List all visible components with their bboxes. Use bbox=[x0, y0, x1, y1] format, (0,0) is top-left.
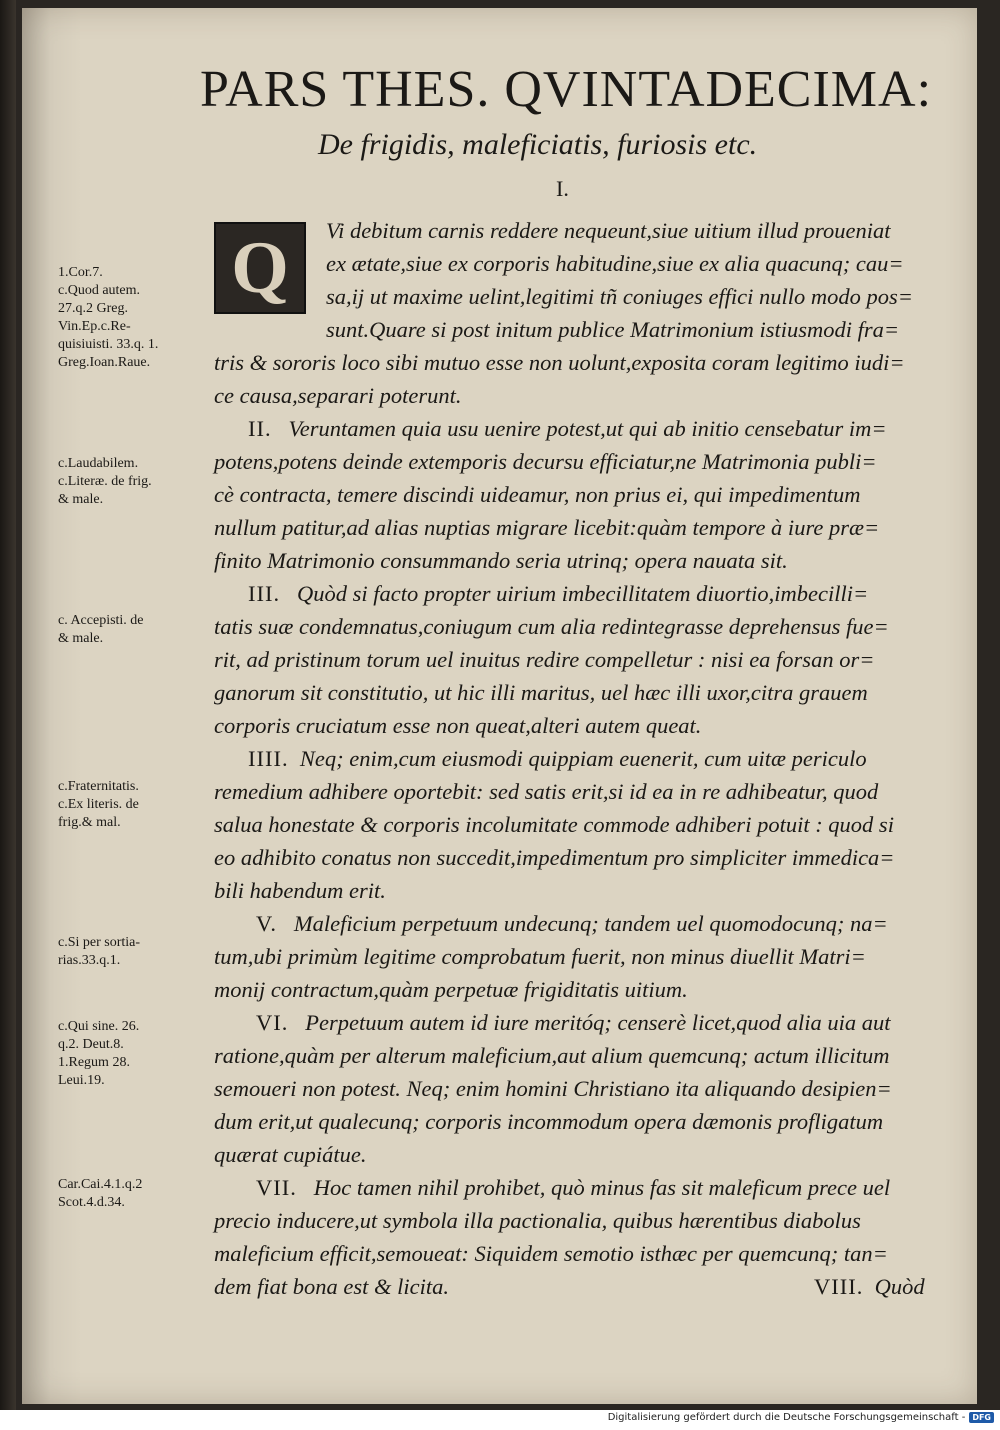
footer-text: Digitalisierung gefördert durch die Deutsche Forschungsgemeinschaft - bbox=[607, 1412, 966, 1423]
book-spine bbox=[0, 0, 16, 1410]
text-line: eo adhibito conatus non succedit,impedimentum pro simpliciter immedica= bbox=[214, 845, 895, 870]
section-number: VI. bbox=[256, 1010, 289, 1035]
line-text: Perpetuum autem id iure meritóq; censerè licet,quod alia uia aut bbox=[305, 1010, 891, 1035]
line-text: Neq; enim,cum eiusmodi quippiam euenerit, cum uitæ periculo bbox=[299, 746, 867, 771]
footer bbox=[608, 1412, 994, 1423]
text-line: nullum patitur,ad alias nuptias migrare licebit:quàm tempore à iure præ= bbox=[214, 515, 880, 540]
text-line: dum erit,ut qualecunq; corporis incommodum opera dæmonis profligatum bbox=[214, 1109, 884, 1134]
text-line: maleficium efficit,semoueat: Siquidem semotio isthæc per quemcunq; tan= bbox=[214, 1241, 888, 1266]
text-line bbox=[256, 913, 888, 936]
text-line: ce causa,separari poterunt. bbox=[214, 383, 462, 408]
text-line: rit, ad pristinum torum uel inuitus redire compelletur : nisi ea forsan or= bbox=[214, 647, 875, 672]
section-number: VII. bbox=[256, 1175, 297, 1200]
marginal-note: c.Fraternitatis. bbox=[58, 779, 139, 794]
marginal-note: c. Accepisti. de bbox=[58, 613, 144, 628]
marginal-note: rias.33.q.1. bbox=[58, 953, 121, 968]
text-line: sa,ij ut maxime uelint,legitimi tñ coniuges effici nullo modo pos= bbox=[326, 284, 913, 309]
dfg-logo-icon: DFG bbox=[969, 1412, 994, 1423]
text-line: sunt.Quare si post initum publice Matrimonium istiusmodi fra= bbox=[326, 317, 900, 342]
text-line: Vi debitum carnis reddere nequeunt,siue uitium illud proueniat bbox=[326, 218, 891, 243]
marginal-note: c.Si per sortia- bbox=[58, 935, 141, 950]
marginal-note: c.Ex literis. de bbox=[58, 797, 139, 812]
marginal-note: c.Qui sine. 26. bbox=[58, 1019, 140, 1034]
text-line bbox=[248, 583, 868, 606]
page-title: PARS THES. QVINTADECIMA: bbox=[200, 61, 933, 118]
text-line: finito Matrimonio consummando seria utrinq; opera nauata sit. bbox=[214, 548, 788, 573]
marginal-note: c.Literæ. de frig. bbox=[58, 474, 152, 489]
marginal-note: Greg.Ioan.Raue. bbox=[58, 355, 151, 370]
marginal-note: q.2. Deut.8. bbox=[58, 1037, 124, 1052]
text-line: quærat cupiátue. bbox=[214, 1142, 367, 1167]
marginal-note: c.Laudabilem. bbox=[58, 456, 139, 471]
text-line: salua honestate & corporis incolumitate commode adhiberi potuit : quod si bbox=[214, 812, 894, 837]
section-number-1: I. bbox=[556, 176, 569, 201]
text-line: dem fiat bona est & licita. bbox=[214, 1274, 449, 1299]
marginal-note: 1.Regum 28. bbox=[58, 1055, 130, 1070]
text-line bbox=[256, 1177, 890, 1200]
text-line bbox=[248, 418, 887, 441]
catchword-text: Quòd bbox=[874, 1274, 925, 1299]
text-line: ex ætate,siue ex corporis habitudine,siue ex alia quacunq; cau= bbox=[326, 251, 904, 276]
text-line: ratione,quàm per alterum maleficium,aut alium quemcunq; actum illicitum bbox=[214, 1043, 890, 1068]
marginal-note: c.Quod autem. bbox=[58, 283, 141, 298]
marginal-note: Scot.4.d.34. bbox=[58, 1195, 125, 1210]
text-line bbox=[248, 748, 867, 771]
text-line: tatis suæ condemnatus,coniugum cum alia redintegrasse deprehensus fue= bbox=[214, 614, 889, 639]
section-number: II. bbox=[248, 416, 272, 441]
line-text: Veruntamen quia usu uenire potest,ut qui ab initio censebatur im= bbox=[288, 416, 887, 441]
marginal-note: & male. bbox=[58, 631, 104, 646]
text-line: remedium adhibere oportebit: sed satis erit,si id ea in re adhibeatur, quod bbox=[214, 779, 879, 804]
initial-letter: Q bbox=[231, 227, 289, 309]
line-text: Quòd si facto propter uirium imbecillitatem diuortio,imbecilli= bbox=[296, 581, 869, 606]
text-line: tris & sororis loco sibi mutuo esse non uolunt,exposita coram legitimo iudi= bbox=[214, 350, 905, 375]
text-line: potens,potens deinde extemporis decursu efficiatur,ne Matrimonia publi= bbox=[214, 449, 877, 474]
text-line: semoueri non potest. Neq; enim homini Christiano ita aliquando desipien= bbox=[214, 1076, 892, 1101]
marginal-note: Leui.19. bbox=[58, 1073, 105, 1088]
text-line: tum,ubi primùm legitime comprobatum fuerit, non minus diuellit Matri= bbox=[214, 944, 866, 969]
marginal-note: Vin.Ep.c.Re- bbox=[58, 319, 131, 334]
marginal-note: Car.Cai.4.1.q.2 bbox=[58, 1177, 143, 1192]
catchword bbox=[814, 1276, 925, 1299]
text-line: monij contractum,quàm perpetuæ frigiditatis uitium. bbox=[214, 977, 688, 1002]
marginal-note: frig.& mal. bbox=[58, 815, 121, 830]
text-line bbox=[256, 1012, 891, 1035]
text-line: precio inducere,ut symbola illa pactionalia, quibus hærentibus diabolus bbox=[214, 1208, 861, 1233]
decorated-initial bbox=[214, 222, 306, 314]
marginal-note: 1.Cor.7. bbox=[58, 265, 103, 280]
marginal-note: 27.q.2 Greg. bbox=[58, 301, 128, 316]
marginal-note: & male. bbox=[58, 492, 104, 507]
text-line: corporis cruciatum esse non queat,alteri autem queat. bbox=[214, 713, 702, 738]
line-text: Hoc tamen nihil prohibet, quò minus fas sit maleficum prece uel bbox=[313, 1175, 891, 1200]
text-line: cè contracta, temere discindi uideamur, non prius ei, qui impedimentum bbox=[214, 482, 861, 507]
marginal-note: quisiuisti. 33.q. 1. bbox=[58, 337, 159, 352]
page-subtitle: De frigidis, maleficiatis, furiosis etc. bbox=[318, 128, 758, 161]
catchword-number: VIII. bbox=[814, 1274, 864, 1299]
line-text: Maleficium perpetuum undecunq; tandem uel quomodocunq; na= bbox=[293, 911, 888, 936]
section-number: III. bbox=[248, 581, 281, 606]
text-line: ganorum sit constitutio, ut hic illi maritus, uel hæc illi uxor,citra grauem bbox=[214, 680, 868, 705]
section-number: IIII. bbox=[248, 746, 289, 771]
section-number: V. bbox=[256, 911, 277, 936]
text-line: bili habendum erit. bbox=[214, 878, 386, 903]
